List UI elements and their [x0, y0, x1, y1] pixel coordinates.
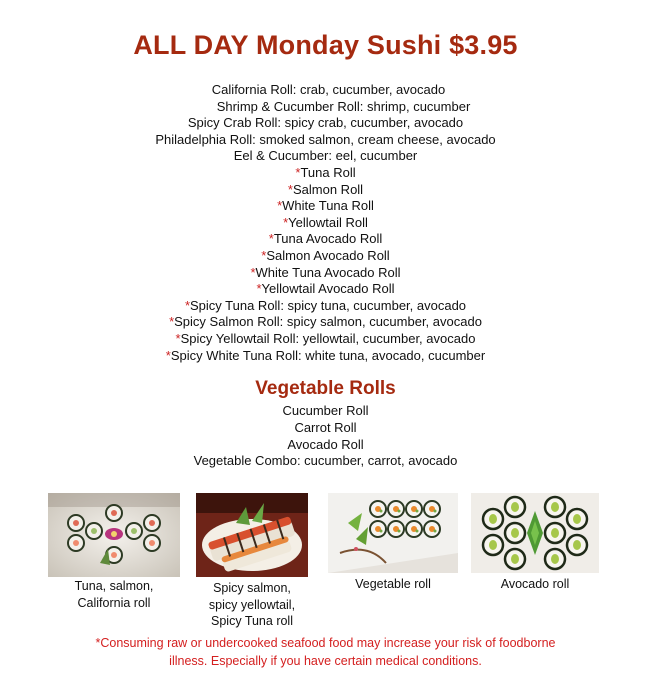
vegetable-rolls-heading: Vegetable Rolls: [255, 378, 396, 399]
menu-item: *Yellowtail Avocado Roll: [256, 281, 395, 297]
page-title: ALL DAY Monday Sushi $3.95: [133, 30, 518, 60]
menu-item: Carrot Roll: [294, 419, 357, 435]
menu-item: *White Tuna Avocado Roll: [250, 264, 401, 280]
photo-caption: Avocado roll: [500, 577, 570, 591]
menu-item: Philadelphia Roll: smoked salmon, cream cheese, avocado: [155, 131, 496, 147]
menu-item: *White Tuna Roll: [277, 198, 374, 214]
sushi-photo-2: [196, 493, 308, 577]
menu-item: *Spicy White Tuna Roll: white tuna, avocado, cucumber: [165, 347, 486, 363]
menu-item: Cucumber Roll: [282, 403, 369, 418]
menu-item: *Spicy Tuna Roll: spicy tuna, cucumber, avocado: [184, 297, 467, 313]
menu-item: Avocado Roll: [287, 436, 364, 452]
menu-item: *Yellowtail Roll: [283, 214, 368, 230]
menu-item: Shrimp & Cucumber Roll: shrimp, cucumber: [216, 98, 471, 114]
menu-item: Vegetable Combo: cucumber, carrot, avocado: [193, 453, 458, 469]
menu-item: *Tuna Roll: [295, 164, 356, 180]
sushi-photo-4: [471, 493, 599, 573]
sushi-photo-1: [48, 493, 180, 577]
vegetable-roll-list: [0, 403, 651, 470]
menu-item: *Spicy Yellowtail Roll: yellowtail, cucumber, avocado: [175, 330, 476, 346]
food-safety-warning: *Consuming raw or undercooked seafood food may increase your risk of foodborne illness. Especially if you have certain medical conditions.: [95, 636, 556, 668]
sushi-roll-list: [0, 82, 651, 364]
menu-item: *Tuna Avocado Roll: [268, 231, 383, 247]
menu-item: *Spicy Salmon Roll: spicy salmon, cucumber, avocado: [169, 314, 482, 330]
photo-caption: Tuna, salmon, California roll: [74, 579, 154, 610]
menu-item: California Roll: crab, cucumber, avocado: [211, 82, 446, 97]
menu-item: Eel & Cucumber: eel, cucumber: [233, 148, 418, 164]
sushi-photo-3: [328, 493, 458, 573]
menu-item: Spicy Crab Roll: spicy crab, cucumber, avocado: [187, 115, 464, 131]
photo-caption: Spicy salmon, spicy yellowtail, Spicy Tuna roll: [208, 581, 296, 628]
photo-caption: Vegetable roll: [355, 577, 431, 591]
menu-item: *Salmon Roll: [287, 181, 364, 197]
menu-item: *Salmon Avocado Roll: [261, 247, 390, 263]
